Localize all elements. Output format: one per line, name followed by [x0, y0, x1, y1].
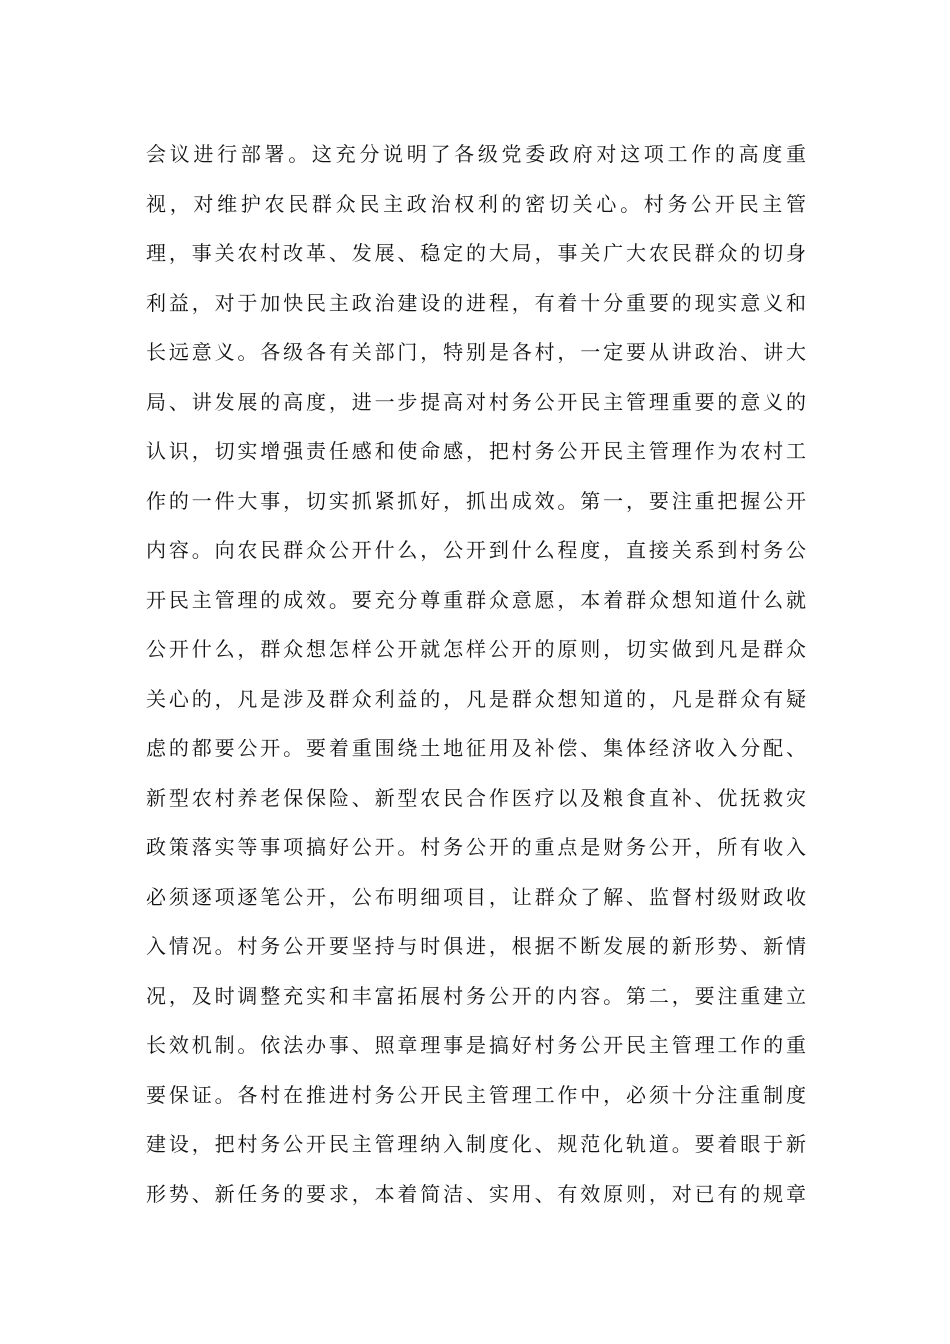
text-line: 公开什么，群众想怎样公开就怎样公开的原则，切实做到凡是群众: [146, 637, 806, 661]
text-line: 局、讲发展的高度，进一步提高对村务公开民主管理重要的意义的: [146, 389, 806, 414]
text-line: 开民主管理的成效。要充分尊重群众意愿，本着群众想知道什么就: [146, 587, 806, 612]
body-text: [146, 130, 806, 1219]
text-line: 内容。向农民群众公开什么，公开到什么程度，直接关系到村务公: [146, 538, 806, 562]
text-line: 理，事关农村改革、发展、稳定的大局，事关广大农民群众的切身: [146, 241, 806, 265]
text-line: 形势、新任务的要求，本着简洁、实用、有效原则，对已有的规章: [146, 1181, 806, 1206]
text-line: 作的一件大事，切实抓紧抓好，抓出成效。第一，要注重把握公开: [146, 488, 806, 513]
text-line: 建设，把村务公开民主管理纳入制度化、规范化轨道。要着眼于新: [146, 1132, 806, 1156]
text-line: 认识，切实增强责任感和使命感，把村务公开民主管理作为农村工: [146, 439, 806, 463]
text-line: 长效机制。依法办事、照章理事是搞好村务公开民主管理工作的重: [146, 1033, 806, 1057]
text-line: 视，对维护农民群众民主政治权利的密切关心。村务公开民主管: [146, 191, 806, 216]
text-line: 虑的都要公开。要着重围绕土地征用及补偿、集体经济收入分配、: [146, 736, 806, 760]
text-line: 要保证。各村在推进村务公开民主管理工作中，必须十分注重制度: [146, 1082, 806, 1107]
text-line: 会议进行部署。这充分说明了各级党委政府对这项工作的高度重: [146, 142, 806, 166]
text-line: 必须逐项逐笔公开，公布明细项目，让群众了解、监督村级财政收: [146, 884, 806, 909]
text-line: 新型农村养老保保险、新型农民合作医疗以及粮食直补、优抚救灾: [146, 785, 806, 810]
text-line: 入情况。村务公开要坚持与时俱进，根据不断发展的新形势、新情: [146, 934, 806, 958]
text-line: 况，及时调整充实和丰富拓展村务公开的内容。第二，要注重建立: [146, 983, 806, 1008]
text-line: 利益，对于加快民主政治建设的进程，有着十分重要的现实意义和: [146, 290, 806, 315]
text-line: 长远意义。各级各有关部门，特别是各村，一定要从讲政治、讲大: [146, 340, 806, 364]
text-line: 关心的，凡是涉及群众利益的，凡是群众想知道的，凡是群众有疑: [146, 686, 806, 711]
text-line: 政策落实等事项搞好公开。村务公开的重点是财务公开，所有收入: [146, 835, 806, 859]
